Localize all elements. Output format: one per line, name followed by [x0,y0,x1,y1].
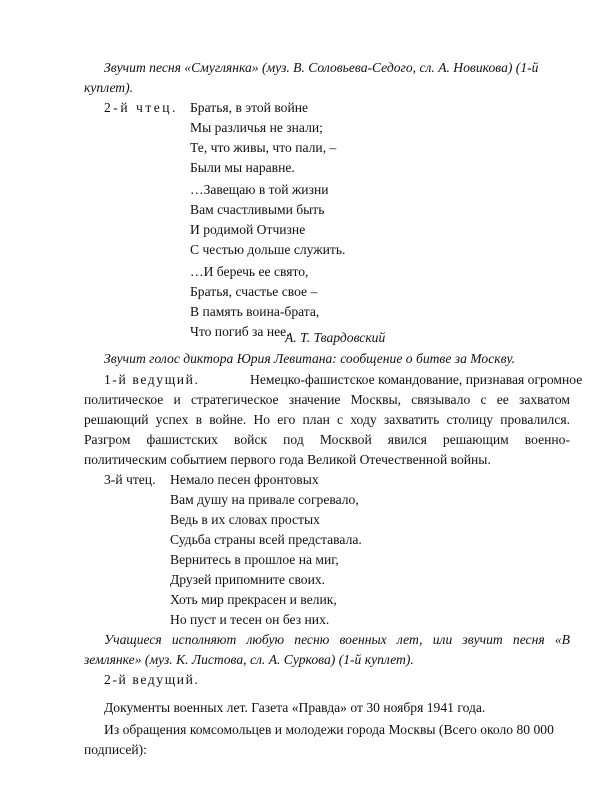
document-title: Документы военных лет. Газета «Правда» от 30 ноября 1941 года. [104,700,486,715]
note-word: песню [294,632,330,647]
poem-line: Те, что живы, что пали, – [190,140,337,155]
prose-line: решающий успех в войне. Но его план с ходу захватить столицу провалился. [84,412,570,427]
poem-line: Братья, в этой войне [190,100,309,115]
note-word: военных [339,632,387,647]
poem-line: Но пуст и тесен он без них. [170,612,330,627]
stage-direction-students-cont: землянке» (муз. К. Листова, сл. А. Суркова) (1-й куплет). [84,652,414,667]
speaker-label: 2-й чтец. [104,100,178,115]
speaker-label: 1-й ведущий. [104,372,200,387]
poem-line: Что погиб за нее. [190,324,290,339]
note-word: песня [512,632,545,647]
note-word: «В [554,632,570,647]
poem-line: Немало песен фронтовых [170,472,319,487]
poem-line: Хоть мир прекрасен и велик, [170,592,337,607]
poem-line: С честью дольше служить. [190,242,346,257]
note-word: исполняют [171,632,237,647]
speaker-label: 3-й чтец. [104,472,156,487]
poem-line: …Завещаю в той жизни [190,182,329,197]
note-word: или [432,632,453,647]
note-word: любую [246,632,285,647]
poem-line: Были мы наравне. [190,160,295,175]
prose-line: Разгром фашистских войск под Москвой явился решающим военно- [84,432,570,447]
poem-author: А. Т. Твардовский [285,330,386,345]
note-word: звучит [462,632,503,647]
stage-direction-announcer: Звучит голос диктора Юрия Левитана: сообщение о битве за Москву. [104,351,516,366]
speaker-label: 2-й ведущий. [104,672,200,687]
note-word: Учащиеся [104,632,162,647]
poem-line: Братья, счастье свое – [190,284,318,299]
poem-line: В память воина-брата, [190,304,320,319]
prose-line: политическим событием первого года Великой Отечественной войны. [84,452,491,467]
stage-direction-students [104,630,570,650]
poem-line: Друзей припомните своих. [170,572,326,587]
appeal-line: подписей): [84,742,147,757]
poem-line: …И беречь ее свято, [190,264,309,279]
stage-direction-song-cont: куплет). [84,80,134,95]
poem-line: Вам счастливыми быть [190,202,325,217]
poem-line: Ведь в их словах простых [170,512,320,527]
note-word: лет, [396,632,423,647]
stage-direction-song: Звучит песня «Смуглянка» (муз. В. Соловьева-Седого, сл. А. Новикова) (1-й [104,60,539,75]
prose-line: политическое и стратегическое значение Москвы, связывало с ее захватом [84,392,570,407]
poem-line: Вернитесь в прошлое на миг, [170,552,339,567]
poem-line: Судьба страны всей представала. [170,532,362,547]
poem-line: Мы различья не знали; [190,120,323,135]
poem-line: Вам душу на привале согревало, [170,492,359,507]
appeal-line: Из обращения комсомольцев и молодежи города Москвы (Всего около 80 000 [104,722,554,737]
poem-line: И родимой Отчизне [190,222,306,237]
prose-line: Немецко-фашистское командование, признавая огромное [250,372,583,387]
